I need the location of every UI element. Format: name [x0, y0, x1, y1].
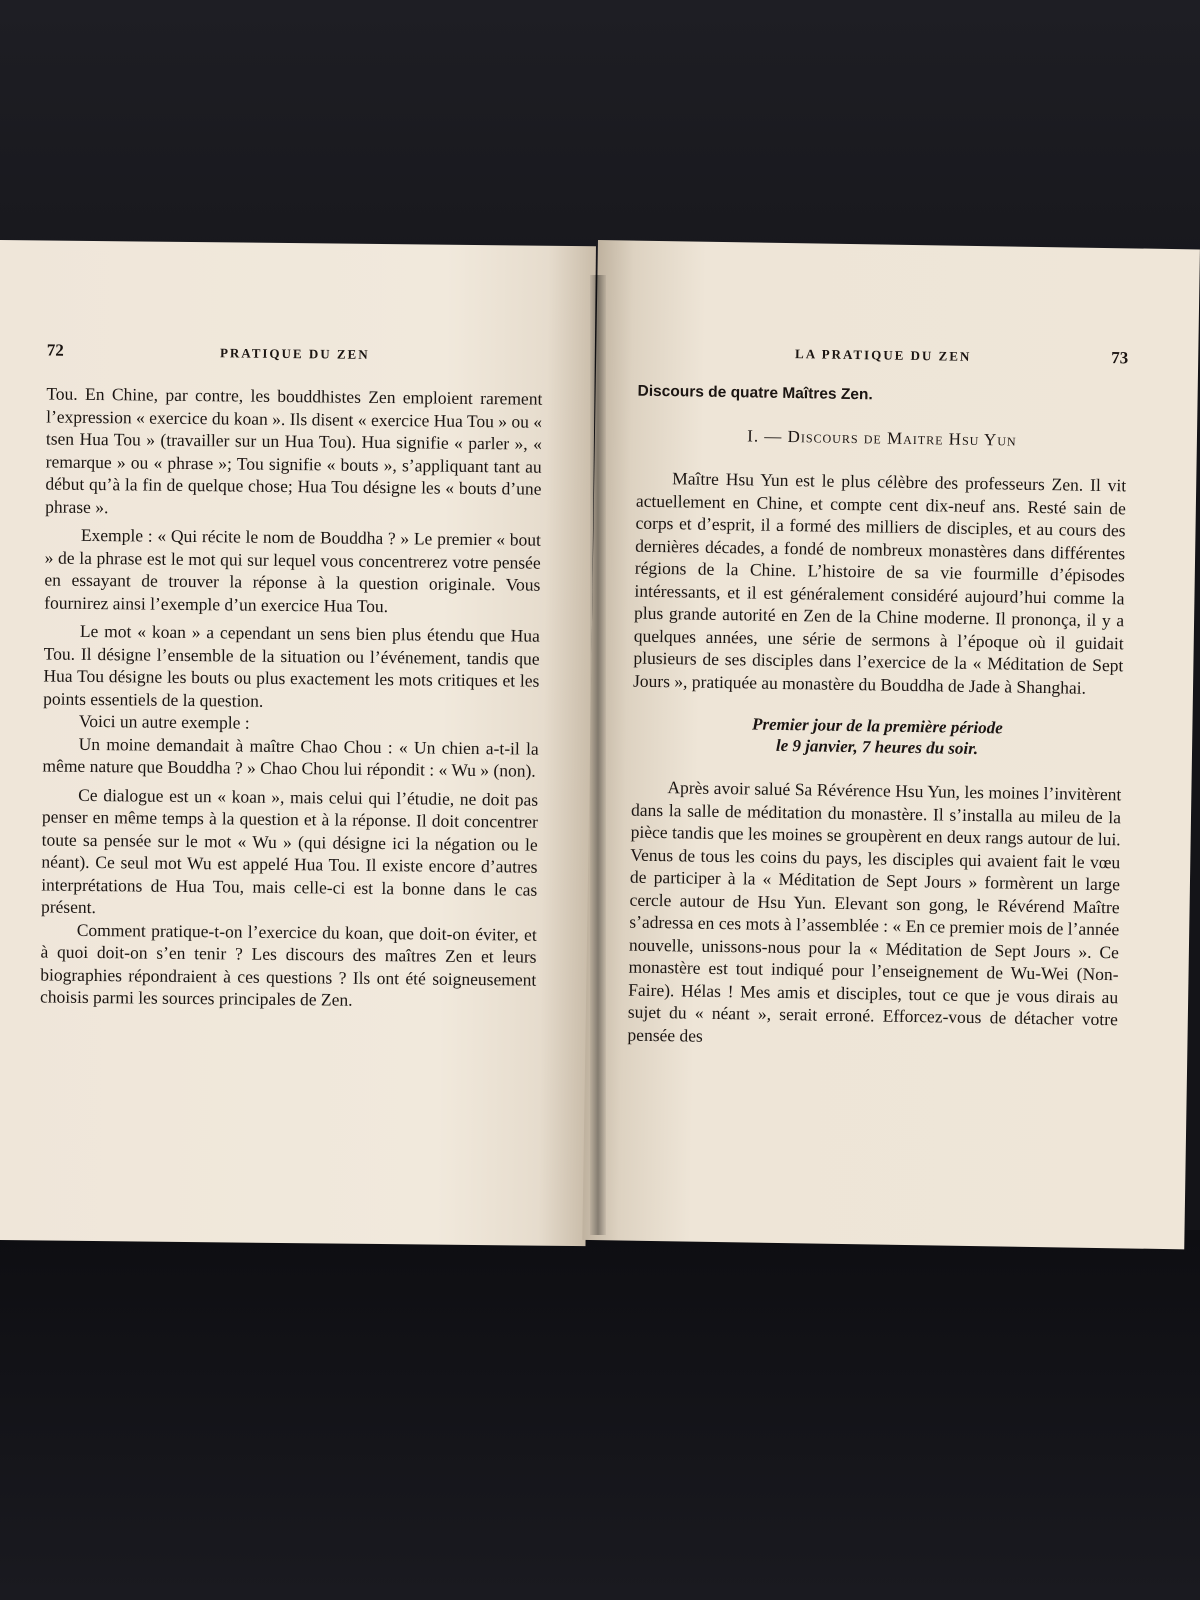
left-page-number: 72: [46, 340, 64, 360]
left-paragraph-4: Voici un autre exemple :: [78, 710, 250, 733]
left-paragraph-2: Exemple : « Qui récite le nom de Bouddha ? » Le premier « bout » de la phrase est le mot qui sur lequel vous concentrerez votre pensée en essayant de trouver la réponse à la question originale. Vous fournirez ainsi l’exemple d’un exercice Hua Tou.: [44, 524, 541, 616]
right-running-head: [638, 341, 1128, 369]
right-body-paragraph: Après avoir salué Sa Révérence Hsu Yun, les moines l’invitèrent dans la salle de méditation du monastère. Il s’installa au mileu de la pièce tandis que les moines se groupèrent en deux rangs autour de lui. Venus de tous les coins du pays, les disciples qui avaient fait le vœu de participer à la « Méditation de Sept Jours » formèrent un large cercle autour de Hsu Yun. Elevant son gong, le Révérend Maître s’adressa en ces mots à l’assemblée : « En ce premier mois de l’année nouvelle, unissons-nous pour la « Méditation de Sept Jours ». Ce monastère est tout indiqué pour l’enseignement de Wu-Wei (Non-Faire). Hélas ! Mes amis et disciples, tout ce que je vous dirais au sujet du « néant », serait erroné. Efforcez-vous de détacher votre pensée des: [627, 777, 1122, 1046]
right-page: [582, 240, 1200, 1249]
right-running-title: LA PRATIQUE DU ZEN: [794, 346, 972, 364]
chapter-heading: I. — Discours de Maitre Hsu Yun: [747, 426, 1017, 450]
book-gutter: [590, 275, 606, 1235]
left-paragraph-7: Comment pratique-t-on l’exercice du koan, que doit-on éviter, et à quoi doit-on s’en tenir ? Les discours des maîtres Zen et leurs biographies répondraient à ces questions ? Ils ont été soigneusement choisis parmi les sources principales de Zen.: [39, 919, 537, 1010]
left-running-head: [47, 340, 543, 365]
left-paragraph-6: Ce dialogue est un « koan », mais celui qui l’étudie, ne doit pas penser en même temps à la question et à la réponse. Il doit concentrer toute sa pensée sur le mot « Wu » (qui désigne ici la négation ou le néant). Ce seul mot Wu est appelé Hua Tou. Il existe encore d’autres interprétations de Hua Tou, mais celle-ci est la bonne dans le cas présent.: [40, 784, 539, 918]
left-paragraph-3: Le mot « koan » a cependant un sens bien plus étendu que Hua Tou. Il désigne l’ensemble de la situation ou l’événement, tandis que Hua Tou désigne les bouts ou plus exactement les mots critiques et les points essentiels de la question.: [43, 620, 540, 711]
left-paragraph-5: Un moine demandait à maître Chao Chou : « Un chien a-t-il la même nature que Bouddha ? » Chao Chou lui répondit : « Wu » (non).: [42, 733, 539, 781]
right-intro-paragraph: Maître Hsu Yun est le plus célèbre des professeurs Zen. Il vit actuellement en Chine, et compte cent dix-neuf ans. Resté sain de corps et d’esprit, il a formé des milliers de disciples, et au cours des dernières décades, a fondé de nombreux monastères dans différentes régions de la Chine. L’histoire de sa vie fourmille d’épisodes intéressants, et il est généralement considéré aujourd’hui comme la plus grande autorité en Zen de la Chine moderne. Il prononça, il y a quelques années, une série de sermons à l’époque où il guidait plusieurs de ses disciples dans l’exercice de la « Méditation de Sept Jours », pratiquée au monastère du Bouddha de Jade à Shanghai.: [632, 468, 1127, 698]
section-heading: Discours de quatre Maîtres Zen.: [637, 382, 873, 404]
background-fabric-bottom: [0, 1230, 1200, 1600]
session-heading-line-2: le 9 janvier, 7 heures du soir.: [775, 735, 979, 759]
left-paragraph-1: Tou. En Chine, par contre, les bouddhistes Zen emploient rarement l’expression « exercice du koan ». Ils disent « exercice Hua Tou » ou « tsen Hua Tou » (travailler sur un Hua Tou). Hua signifie « parler », « remarque » ou « phrase »; Tou signifie « bouts », s’appliquant tant au début qu’à la fin de quelque chose; Hua Tou désigne les « bouts d’une phrase ».: [45, 383, 543, 517]
right-page-number: 73: [1111, 348, 1129, 368]
left-page: [0, 240, 596, 1246]
session-heading-line-1: Premier jour de la première période: [751, 714, 1003, 738]
session-heading: [632, 712, 1123, 762]
left-running-title: PRATIQUE DU ZEN: [219, 345, 370, 362]
background-fabric-top: [0, 0, 1200, 270]
